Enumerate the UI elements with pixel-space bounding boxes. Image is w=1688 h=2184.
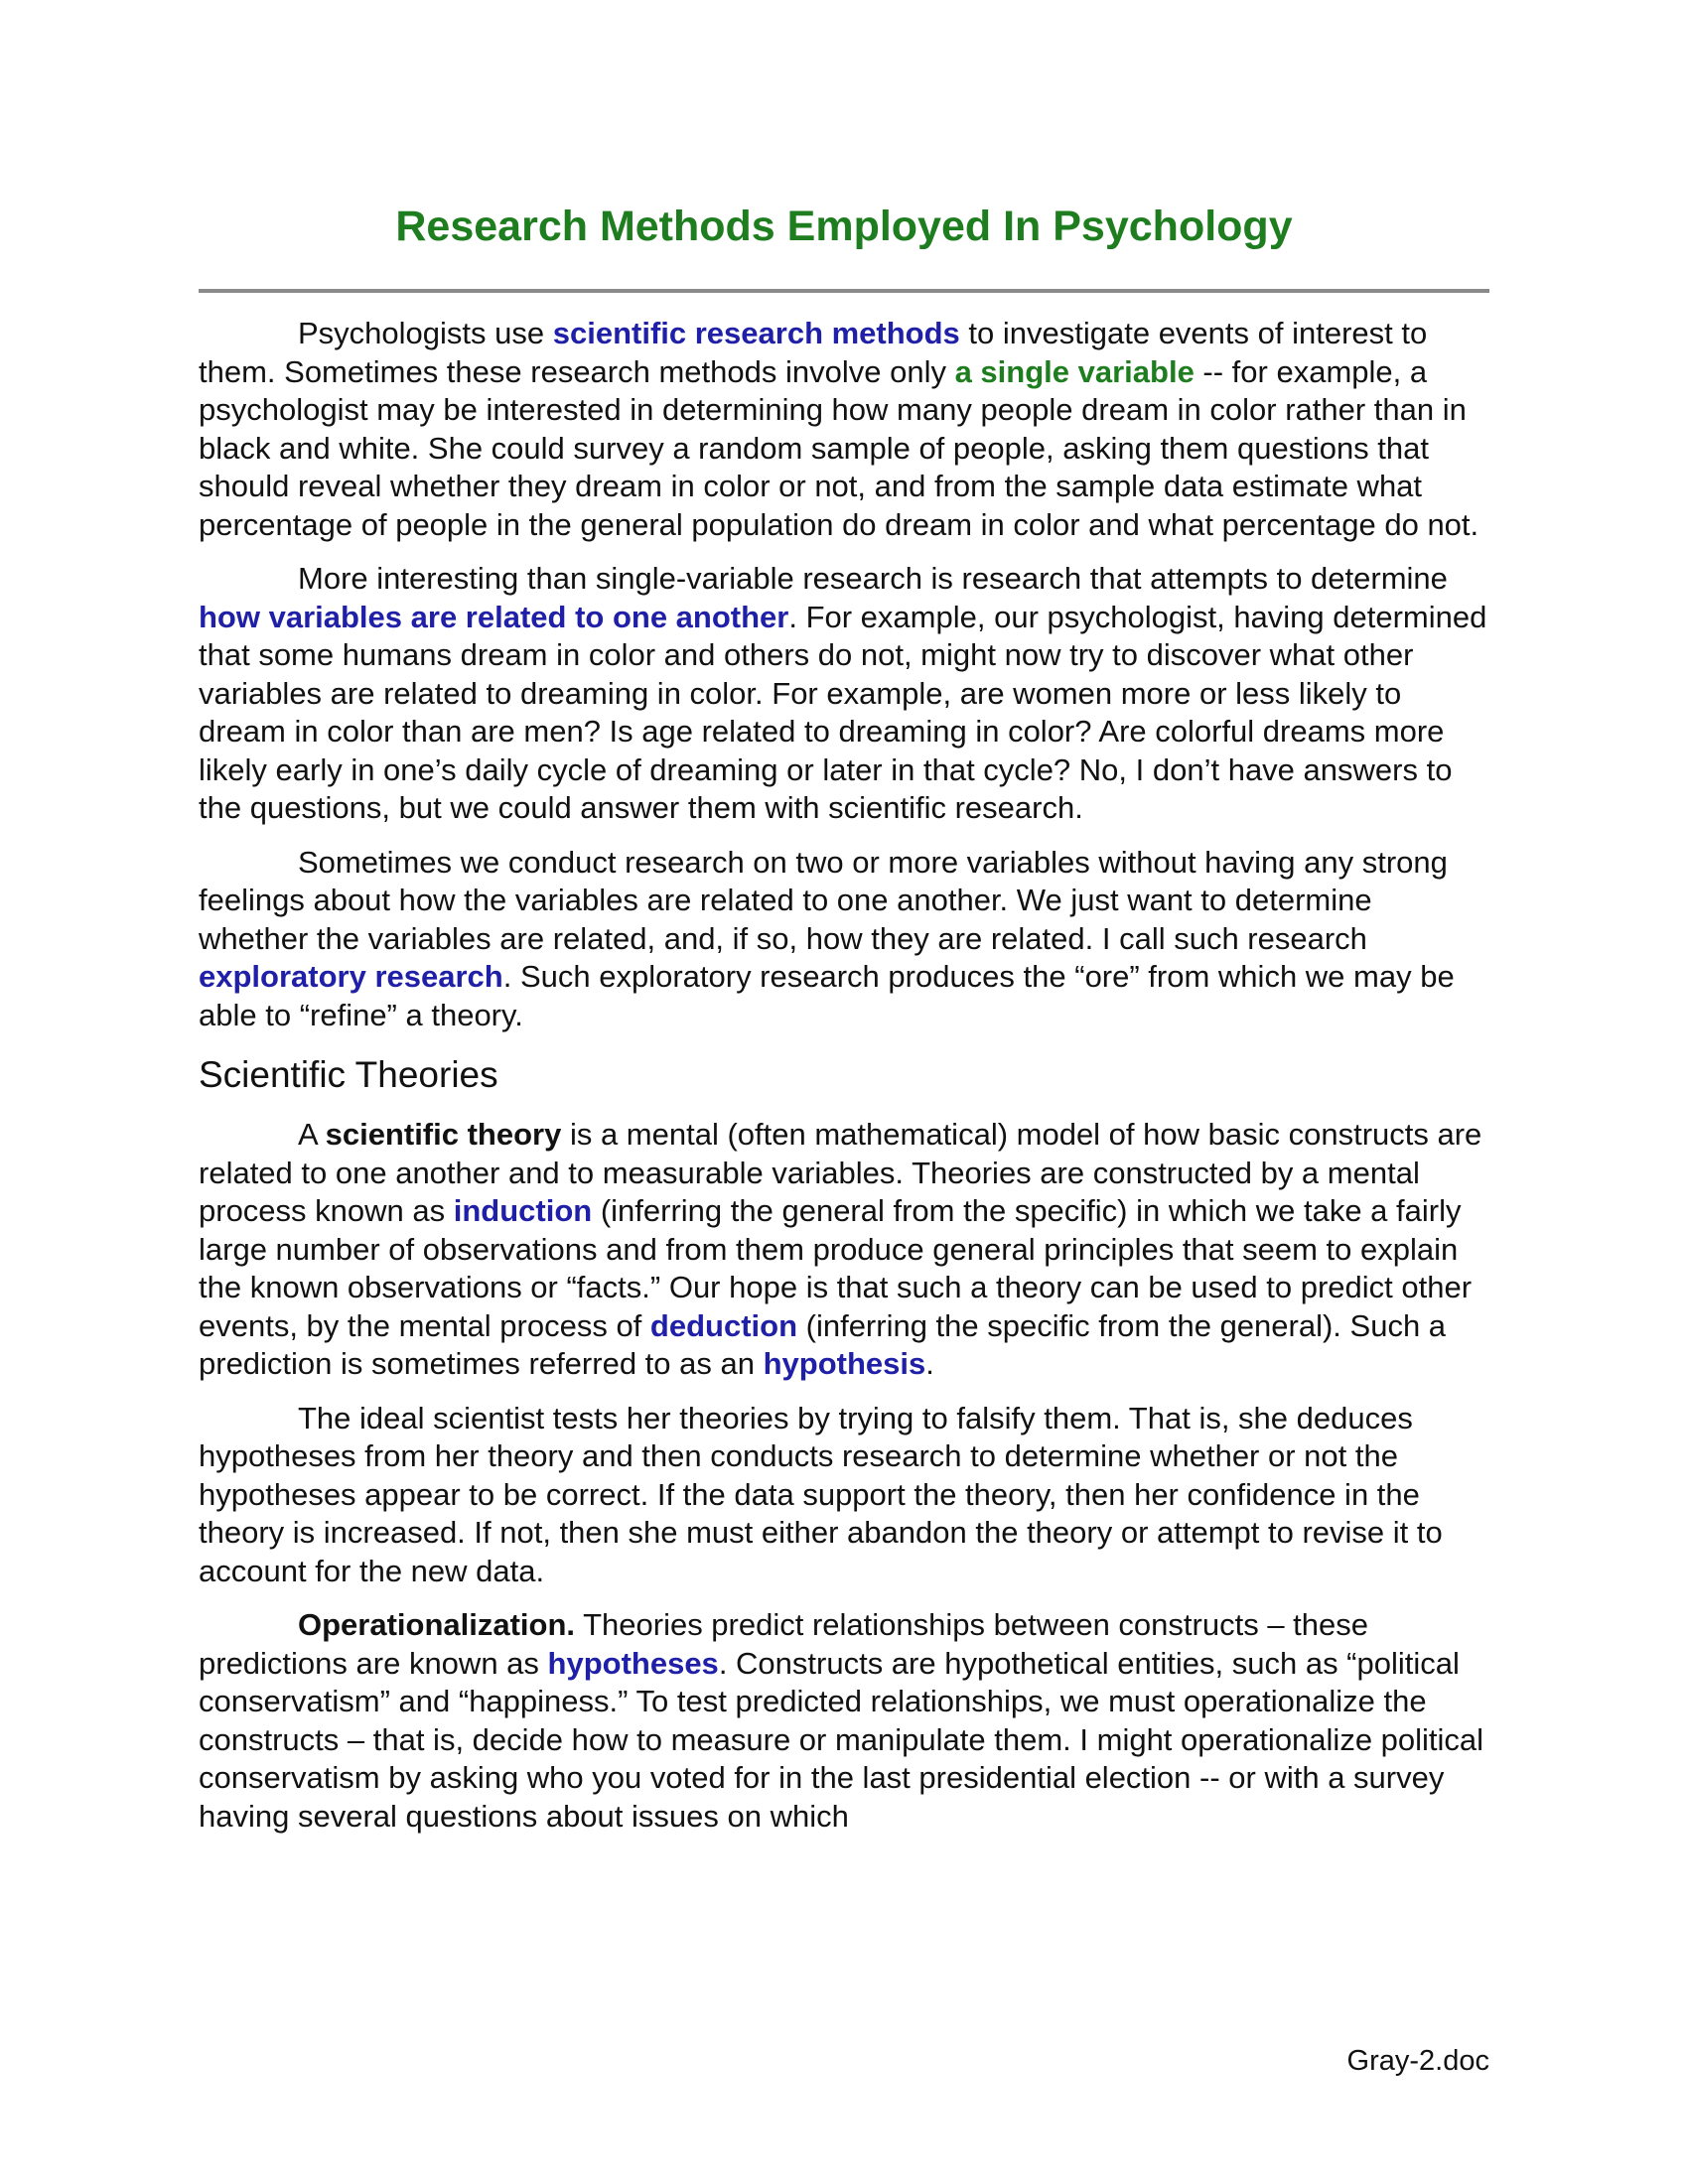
paragraph-3 [199, 844, 1489, 1035]
text-run: . Constructs are hypothetical entities, such as “political conservatism” and “happiness.” To test predicted relationships, we must operationalize the constructs – that is, decide how to measure or manipulate them. I might operationalize political conservatism by asking who you voted for in the last presidential election -- or with a survey having several questions about issues on which [199, 1645, 1484, 1834]
text-run: Sometimes we conduct research on two or more variables without having any strong feelings about how the variables are related to one another. We just want to determine whether the variables are related, and, if so, how they are related. I call such research [199, 844, 1448, 956]
keyword-single-variable: a single variable [954, 353, 1195, 389]
keyword-hypotheses: hypotheses [547, 1645, 719, 1681]
paragraph-2 [199, 560, 1489, 828]
paragraph-4 [199, 1116, 1489, 1384]
keyword-exploratory-research: exploratory research [199, 959, 503, 994]
section-heading-scientific-theories: Scientific Theories [199, 1054, 498, 1095]
term-scientific-theory: scientific theory [325, 1117, 562, 1152]
keyword-hypothesis: hypothesis [763, 1346, 926, 1381]
keyword-induction: induction [453, 1193, 593, 1228]
text-run: -- for example, a psychologist may be interested in determining how many people dream in color rather than in black and white. She could survey a random sample of people, asking them questions that should reveal whether they dream in color or not, and from the sample data estimate what percentage of people in the general population do dream in color and what percentage do not. [199, 353, 1479, 542]
text-run: . Such exploratory research produces the “ore” from which we may be able to “refine” a theory. [199, 959, 1455, 1032]
document-page [199, 189, 1489, 1851]
keyword-scientific-research-methods: scientific research methods [552, 316, 960, 350]
paragraph-1 [199, 315, 1489, 544]
text-run: Theories predict relationships between constructs – these predictions are known as [199, 1607, 1369, 1681]
document-title: Research Methods Employed In Psychology [395, 203, 1293, 250]
footer-filename: Gray-2.doc [1346, 2045, 1489, 2077]
keyword-how-variables-related: how variables are related to one another [199, 599, 789, 634]
keyword-deduction: deduction [649, 1307, 798, 1343]
term-operationalization: Operationalization. [298, 1607, 576, 1642]
paragraph-6 [199, 1606, 1489, 1836]
text-run: is a mental (often mathematical) model of how basic constructs are related to one another and to measurable variables. Theories are constructed by a mental process known as [199, 1117, 1482, 1228]
text-run: to investigate events of interest to them. Sometimes these research methods involve only [199, 316, 1428, 389]
text-run: . [925, 1346, 934, 1381]
text-run: More interesting than single-variable research is research that attempts to determine [298, 561, 1448, 596]
paragraph-5 [199, 1400, 1489, 1591]
text-run: Psychologists use [298, 316, 553, 350]
text-run: The ideal scientist tests her theories by trying to falsify them. That is, she deduces hypotheses from her theory and then conducts research to determine whether or not the hypotheses appear to be correct. If the data support the theory, then her confidence in the theory is increased. If not, then she must either abandon the theory or attempt to revise it to account for the new data. [199, 1400, 1443, 1588]
text-run: (inferring the specific from the general). Such a prediction is sometimes referred to as an [199, 1307, 1447, 1381]
text-run: (inferring the general from the specific) in which we take a fairly large number of observations and from them produce general principles that seem to explain the known observations or “facts.” Our hope is that such a theory can be used to predict other events, by the mental process of [199, 1193, 1473, 1343]
text-run: A [298, 1117, 326, 1152]
title-divider [199, 289, 1489, 293]
text-run: . For example, our psychologist, having determined that some humans dream in color and others do not, might now try to discover what other variables are related to dreaming in color. For example, are women more or less likely to dream in color than are men? Is age related to dreaming in color? Are colorful dreams more likely early in one’s daily cycle of dreaming or later in that cycle? No, I don’t have answers to the questions, but we could answer them with scientific research. [199, 599, 1487, 825]
